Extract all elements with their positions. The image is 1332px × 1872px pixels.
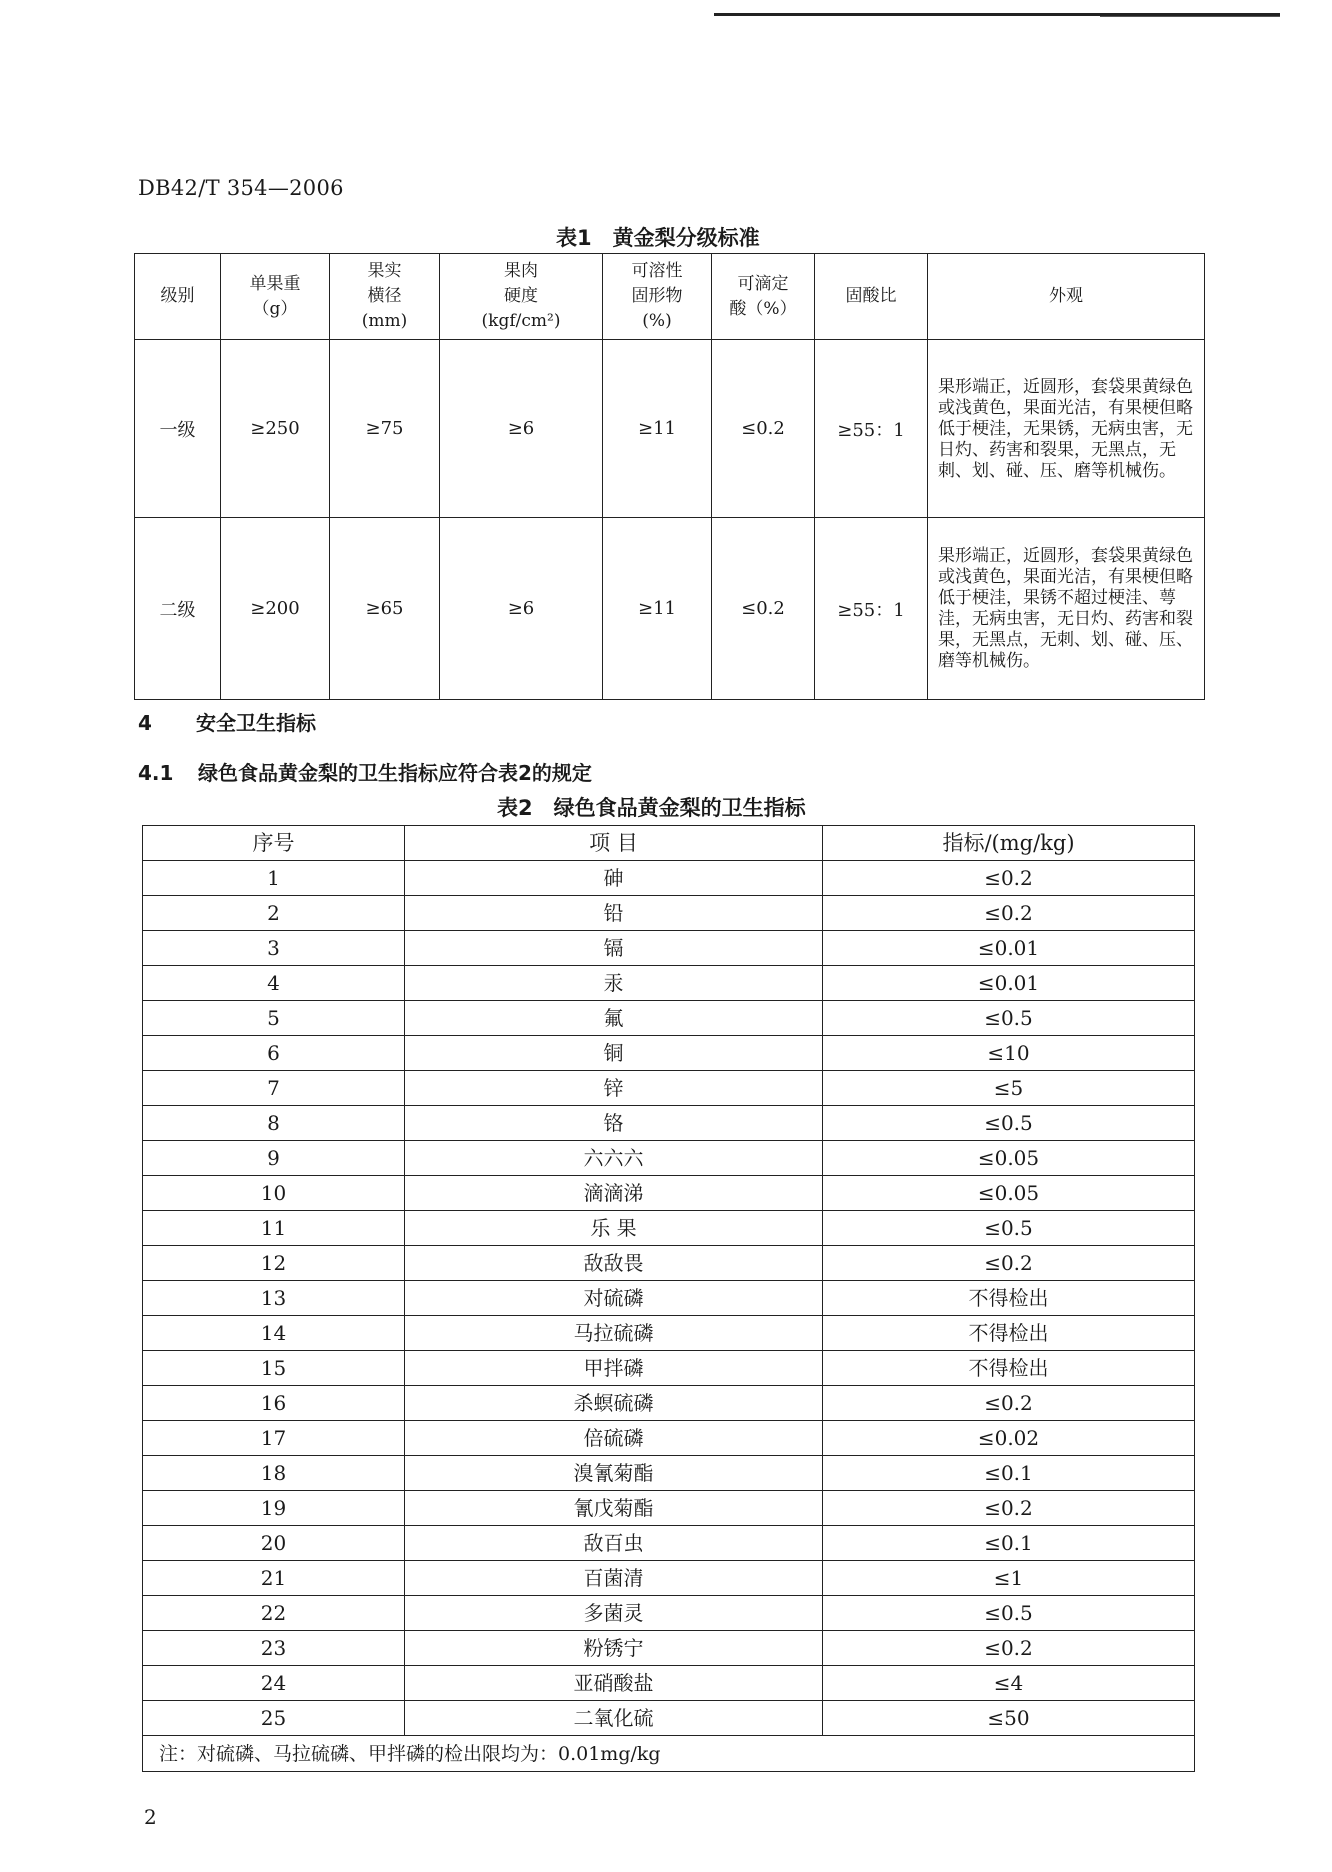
scan-artifact-line — [1100, 16, 1280, 17]
item-cell: 溴氰菊酯 — [405, 1456, 823, 1491]
limit-cell: ≤0.1 — [823, 1456, 1195, 1491]
limit-cell: ≤0.01 — [823, 931, 1195, 966]
table-row — [143, 1071, 1195, 1106]
header-titratable-acid: 可滴定 酸（%） — [712, 254, 815, 340]
item-cell: 铅 — [405, 896, 823, 931]
section-heading — [138, 707, 316, 736]
limit-cell: ≤0.05 — [823, 1176, 1195, 1211]
serial-cell: 17 — [143, 1421, 405, 1456]
item-cell: 铜 — [405, 1036, 823, 1071]
limit-cell: ≤1 — [823, 1561, 1195, 1596]
subsection-heading — [138, 757, 592, 786]
page-number: 2 — [144, 1805, 157, 1829]
header-soluble-solids: 可溶性 固形物 (%) — [603, 254, 712, 340]
item-cell: 敌百虫 — [405, 1526, 823, 1561]
firmness-cell: ≥6 — [440, 518, 603, 700]
table-row — [135, 340, 1205, 518]
item-cell: 马拉硫磷 — [405, 1316, 823, 1351]
table-row — [143, 1106, 1195, 1141]
limit-cell: ≤4 — [823, 1666, 1195, 1701]
header-serial: 序号 — [143, 826, 405, 861]
item-cell: 对硫磷 — [405, 1281, 823, 1316]
hygiene-index-table — [142, 825, 1195, 1772]
table-row — [135, 518, 1205, 700]
appearance-cell: 果形端正，近圆形，套袋果黄绿色或浅黄色，果面光洁，有果梗但略低于梗洼，无果锈，无病虫害，无日灼、药害和裂果，无黑点，无刺、划、碰、压、磨等机械伤。 — [928, 340, 1205, 518]
limit-cell: ≤0.2 — [823, 1386, 1195, 1421]
limit-cell: ≤0.2 — [823, 1631, 1195, 1666]
grade-cell: 一级 — [135, 340, 221, 518]
serial-cell: 8 — [143, 1106, 405, 1141]
diameter-cell: ≥65 — [330, 518, 440, 700]
item-cell: 镉 — [405, 931, 823, 966]
item-cell: 亚硝酸盐 — [405, 1666, 823, 1701]
table-row — [143, 1211, 1195, 1246]
table-row — [143, 1421, 1195, 1456]
table-row — [143, 1036, 1195, 1071]
serial-cell: 9 — [143, 1141, 405, 1176]
limit-cell: ≤5 — [823, 1071, 1195, 1106]
table-row — [143, 1351, 1195, 1386]
table-row — [143, 931, 1195, 966]
item-cell: 粉锈宁 — [405, 1631, 823, 1666]
item-cell: 滴滴涕 — [405, 1176, 823, 1211]
serial-cell: 1 — [143, 861, 405, 896]
table-row — [143, 1281, 1195, 1316]
item-cell: 二氧化硫 — [405, 1701, 823, 1736]
serial-cell: 23 — [143, 1631, 405, 1666]
serial-cell: 13 — [143, 1281, 405, 1316]
table-row — [143, 861, 1195, 896]
firmness-cell: ≥6 — [440, 340, 603, 518]
table-row — [143, 1176, 1195, 1211]
item-cell: 汞 — [405, 966, 823, 1001]
item-cell: 倍硫磷 — [405, 1421, 823, 1456]
limit-cell: ≤0.5 — [823, 1211, 1195, 1246]
serial-cell: 14 — [143, 1316, 405, 1351]
limit-cell: ≤10 — [823, 1036, 1195, 1071]
header-solid-acid-ratio: 固酸比 — [815, 254, 928, 340]
serial-cell: 6 — [143, 1036, 405, 1071]
section-title: 安全卫生指标 — [196, 711, 316, 735]
limit-cell: ≤0.5 — [823, 1001, 1195, 1036]
serial-cell: 15 — [143, 1351, 405, 1386]
limit-cell: 不得检出 — [823, 1316, 1195, 1351]
serial-cell: 12 — [143, 1246, 405, 1281]
table-row — [143, 1526, 1195, 1561]
table2-caption: 表2 绿色食品黄金梨的卫生指标 — [497, 796, 806, 820]
header-limit: 指标/(mg/kg) — [823, 826, 1195, 861]
item-cell: 锌 — [405, 1071, 823, 1106]
weight-cell: ≥200 — [221, 518, 330, 700]
table-row — [143, 1491, 1195, 1526]
serial-cell: 24 — [143, 1666, 405, 1701]
serial-cell: 3 — [143, 931, 405, 966]
table-row — [143, 1316, 1195, 1351]
table1-caption: 表1 黄金梨分级标准 — [556, 226, 760, 250]
section-text: 绿色食品黄金梨的卫生指标应符合表2的规定 — [198, 761, 592, 785]
header-grade: 级别 — [135, 254, 221, 340]
header-firmness: 果肉 硬度 (kgf/cm²) — [440, 254, 603, 340]
diameter-cell: ≥75 — [330, 340, 440, 518]
limit-cell: ≤0.5 — [823, 1596, 1195, 1631]
serial-cell: 10 — [143, 1176, 405, 1211]
item-cell: 百菌清 — [405, 1561, 823, 1596]
appearance-cell: 果形端正，近圆形，套袋果黄绿色或浅黄色，果面光洁，有果梗但略低于梗洼，果锈不超过梗洼、萼洼，无病虫害，无日灼、药害和裂果，无黑点，无刺、划、碰、压、磨等机械伤。 — [928, 518, 1205, 700]
header-appearance: 外观 — [928, 254, 1205, 340]
soluble-cell: ≥11 — [603, 518, 712, 700]
serial-cell: 21 — [143, 1561, 405, 1596]
limit-cell: ≤0.5 — [823, 1106, 1195, 1141]
limit-cell: ≤0.2 — [823, 861, 1195, 896]
serial-cell: 18 — [143, 1456, 405, 1491]
table-note: 注：对硫磷、马拉硫磷、甲拌磷的检出限均为：0.01mg/kg — [143, 1736, 1195, 1772]
limit-cell: ≤0.2 — [823, 896, 1195, 931]
table-row — [143, 1456, 1195, 1491]
limit-cell: ≤0.05 — [823, 1141, 1195, 1176]
limit-cell: ≤0.1 — [823, 1526, 1195, 1561]
limit-cell: ≤0.2 — [823, 1491, 1195, 1526]
acid-cell: ≤0.2 — [712, 340, 815, 518]
item-cell: 氟 — [405, 1001, 823, 1036]
serial-cell: 2 — [143, 896, 405, 931]
limit-cell: ≤50 — [823, 1701, 1195, 1736]
weight-cell: ≥250 — [221, 340, 330, 518]
item-cell: 氰戊菊酯 — [405, 1491, 823, 1526]
section-number: 4.1 — [138, 761, 174, 785]
item-cell: 六六六 — [405, 1141, 823, 1176]
serial-cell: 11 — [143, 1211, 405, 1246]
serial-cell: 20 — [143, 1526, 405, 1561]
limit-cell: ≤0.2 — [823, 1246, 1195, 1281]
serial-cell: 4 — [143, 966, 405, 1001]
section-number: 4 — [138, 711, 152, 735]
item-cell: 甲拌磷 — [405, 1351, 823, 1386]
header-diameter: 果实 横径 (mm) — [330, 254, 440, 340]
soluble-cell: ≥11 — [603, 340, 712, 518]
serial-cell: 25 — [143, 1701, 405, 1736]
table-row — [143, 966, 1195, 1001]
ratio-cell: ≥55：1 — [815, 518, 928, 700]
grading-standard-table — [134, 253, 1205, 700]
limit-cell: ≤0.01 — [823, 966, 1195, 1001]
header-weight: 单果重 （g） — [221, 254, 330, 340]
acid-cell: ≤0.2 — [712, 518, 815, 700]
serial-cell: 22 — [143, 1596, 405, 1631]
header-item: 项 目 — [405, 826, 823, 861]
serial-cell: 7 — [143, 1071, 405, 1106]
item-cell: 敌敌畏 — [405, 1246, 823, 1281]
table-row — [143, 1246, 1195, 1281]
grade-cell: 二级 — [135, 518, 221, 700]
serial-cell: 5 — [143, 1001, 405, 1036]
item-cell: 多菌灵 — [405, 1596, 823, 1631]
document-code: DB42/T 354—2006 — [138, 176, 344, 200]
limit-cell: 不得检出 — [823, 1281, 1195, 1316]
item-cell: 砷 — [405, 861, 823, 896]
item-cell: 铬 — [405, 1106, 823, 1141]
table-row — [143, 1386, 1195, 1421]
ratio-cell: ≥55：1 — [815, 340, 928, 518]
serial-cell: 19 — [143, 1491, 405, 1526]
table-row — [143, 896, 1195, 931]
table-row — [143, 1001, 1195, 1036]
serial-cell: 16 — [143, 1386, 405, 1421]
limit-cell: ≤0.02 — [823, 1421, 1195, 1456]
table-row — [143, 1596, 1195, 1631]
limit-cell: 不得检出 — [823, 1351, 1195, 1386]
table-row — [143, 1701, 1195, 1736]
table-row — [143, 1666, 1195, 1701]
item-cell: 杀螟硫磷 — [405, 1386, 823, 1421]
item-cell: 乐 果 — [405, 1211, 823, 1246]
table-row — [143, 1631, 1195, 1666]
table-row — [143, 1561, 1195, 1596]
table-row — [143, 1141, 1195, 1176]
